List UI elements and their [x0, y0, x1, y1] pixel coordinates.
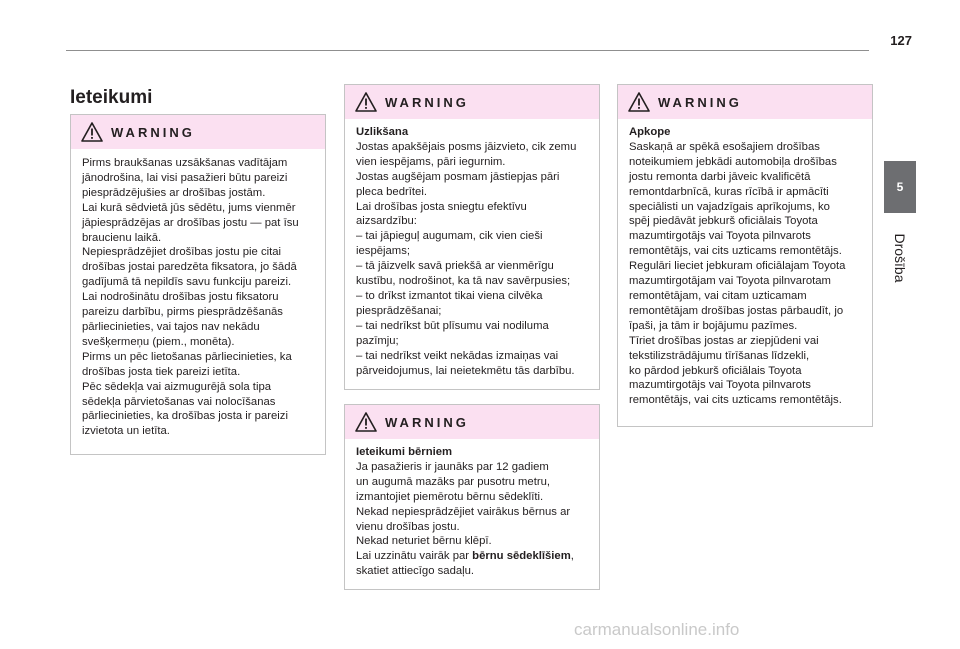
warning-title: WARNING: [111, 125, 195, 140]
text-line: remontētājs, vai cits uzticams remontētājs.: [629, 394, 842, 407]
text-line: kustību, nodrošinot, ka tā nav savērpusies;: [356, 275, 571, 288]
text-line: jāpiesprādzējas ar drošības jostu — pat īsu: [82, 216, 299, 229]
text-line: – tā jāizvelk savā priekšā ar vienmērīgu: [356, 260, 554, 273]
text-line: ko pārdod jebkurš oficiālais Toyota: [629, 364, 802, 377]
text-line: un augumā mazāks par pusotru metru,: [356, 475, 551, 488]
warning-triangle-icon: [355, 412, 377, 432]
text-line: speciālisti un vajadzīgais aprīkojums, ko: [629, 200, 830, 213]
text-line: pārliecinieties, ka drošības josta ir pareizi: [82, 410, 288, 423]
text-line: jostu remonta darbi jāveic kvalificētā: [629, 170, 811, 183]
warning-body: [71, 149, 325, 449]
warning-box-fitting: [344, 84, 600, 390]
text-line: pleca bedrītei.: [356, 185, 427, 198]
text-line: Lai drošības josta sniegtu efektīvu: [356, 200, 527, 213]
text-line: remontdarbnīcā, kuras rīcībā ir apmācīti: [629, 185, 829, 198]
warning-body: [345, 119, 599, 388]
warning-triangle-icon: [81, 122, 103, 142]
warning-triangle-icon: [628, 92, 650, 112]
warning-box-general: [70, 114, 326, 455]
text-line: izmantojiet piemērotu bērnu sēdeklīti.: [356, 490, 544, 503]
text-line: spēj piedāvāt jebkurš oficiālais Toyota: [629, 215, 818, 228]
warning-body: [618, 119, 872, 418]
text-line-with-reference: [356, 549, 589, 564]
text-line: Regulāri lieciet jebkuram oficiālajam Toyota: [629, 260, 846, 273]
text-line: mazumtirgotājs vai Toyota pilnvarots: [629, 379, 811, 392]
text-line: Jostas apakšējais posms jāizvieto, cik zemu: [356, 140, 577, 153]
text-line: remontētājam, vai citam uzticamam: [629, 289, 807, 302]
chapter-tab[interactable]: [884, 161, 916, 213]
text-line: sēdekļa pārvietošanas vai nolocīšanas: [82, 395, 276, 408]
text-line: Ja pasažieris ir jaunāks par 12 gadiem: [356, 460, 549, 473]
warning-title: WARNING: [385, 415, 469, 430]
text-line: svešķermeņu (piem., monēta).: [82, 335, 235, 348]
text-line: – tai nedrīkst veikt nekādas izmaiņas vai: [356, 349, 559, 362]
text-line: īpaši, ja tām ir bojājumu pazīmes.: [629, 319, 798, 332]
text-line: pazīmju;: [356, 334, 399, 347]
text-line: Jostas augšējam posmam jāstiepjas pāri: [356, 170, 560, 183]
text-line: Pirms braukšanas uzsākšanas vadītājam: [82, 157, 288, 169]
text-line: – to drīkst izmantot tikai viena cilvēka: [356, 289, 543, 302]
warning-title: WARNING: [658, 95, 742, 110]
text-line: gadījumā tā nepildīs savu funkciju pareizi.: [82, 276, 292, 289]
warning-body: [345, 439, 599, 589]
reference-link[interactable]: bērnu sēdeklīšiem: [472, 550, 571, 563]
warning-heading: Apkope: [629, 126, 671, 138]
text-line: – tai nedrīkst būt plīsumu vai nodiluma: [356, 319, 549, 332]
text-line: drošības josta tiek pareizi ietīta.: [82, 365, 241, 378]
text-line: Nekad neturiet bērnu klēpī.: [356, 535, 492, 548]
chapter-number: 5: [896, 180, 904, 194]
text-line: Lai nodrošinātu drošības jostu fiksatoru: [82, 291, 279, 304]
section-title: Ieteikumi: [70, 87, 153, 108]
text-line: izvietota un ietīta.: [82, 425, 170, 438]
warning-header: [345, 85, 599, 119]
text-line: aizsardzību:: [356, 215, 417, 228]
text-line: Saskaņā ar spēkā esošajiem drošības: [629, 140, 820, 153]
warning-box-children: [344, 404, 600, 590]
watermark: carmanualsonline.info: [574, 620, 740, 639]
text-line: Tīriet drošības jostas ar ziepjūdeni vai: [629, 334, 819, 347]
text-line: Pēc sēdekļa vai aizmugurējā sola tipa: [82, 380, 272, 393]
text-line: – tai jāpieguļ augumam, cik vien cieši: [356, 230, 543, 243]
text-line: braucienu laikā.: [82, 231, 162, 244]
text-line: piesprādzējušies ar drošības jostām.: [82, 186, 266, 199]
top-rule: [66, 50, 869, 51]
warning-title: WARNING: [385, 95, 469, 110]
text-line: piesprādzēšanai;: [356, 304, 442, 317]
text-line: remontētājam drošības jostas pārbaudīt, jo: [629, 304, 844, 317]
warning-heading: Uzlikšana: [356, 126, 409, 138]
text-line: Nekad nepiesprādzējiet vairākus bērnus ar: [356, 505, 571, 518]
warning-triangle-icon: [355, 92, 377, 112]
chapter-title: Drošība: [892, 233, 908, 283]
text-line: remontētājs, vai cits uzticams remontētājs.: [629, 245, 842, 258]
reference-prefix: Lai uzzinātu vairāk par: [356, 550, 473, 563]
text-line: noteikumiem jebkādi automobiļa drošības: [629, 155, 837, 168]
warning-header: [618, 85, 872, 119]
warning-header: [71, 115, 325, 149]
page-number: 127: [890, 33, 912, 48]
text-line: jānodrošina, lai visi pasažieri būtu pareizi: [82, 171, 288, 184]
text-line: tekstilizstrādājumu tīrīšanas līdzekli,: [629, 349, 810, 362]
text-line: pārliecinieties, vai tajos nav nekādu: [82, 320, 260, 333]
text-line: mazumtirgotājam vai Toyota pilnvarotam: [629, 275, 831, 288]
text-line: skatiet attiecīgo sadaļu.: [356, 565, 475, 578]
warning-heading: Ieteikumi bērniem: [356, 446, 453, 458]
text-line: vienu drošības jostu.: [356, 520, 460, 533]
text-line: pareizu darbību, pirms piesprādzēšanās: [82, 306, 283, 319]
chapter-label: [884, 216, 916, 296]
text-line: Lai kurā sēdvietā jūs sēdētu, jums vienmēr: [82, 201, 296, 214]
text-line: iespējams;: [356, 245, 410, 258]
reference-suffix: ,: [570, 550, 574, 563]
warning-box-maintenance: [617, 84, 873, 427]
text-line: pārveidojumus, lai neietekmētu tās darbību.: [356, 364, 575, 377]
text-line: Nepiesprādzējiet drošības jostu pie citai: [82, 246, 282, 259]
text-line: drošības jostai paredzēta fiksatora, jo šādā: [82, 261, 297, 274]
warning-header: [345, 405, 599, 439]
text-line: vien iespējams, pāri iegurnim.: [356, 155, 506, 168]
text-line: Pirms un pēc lietošanas pārliecinieties, ka: [82, 350, 292, 363]
text-line: mazumtirgotājs vai Toyota pilnvarots: [629, 230, 811, 243]
